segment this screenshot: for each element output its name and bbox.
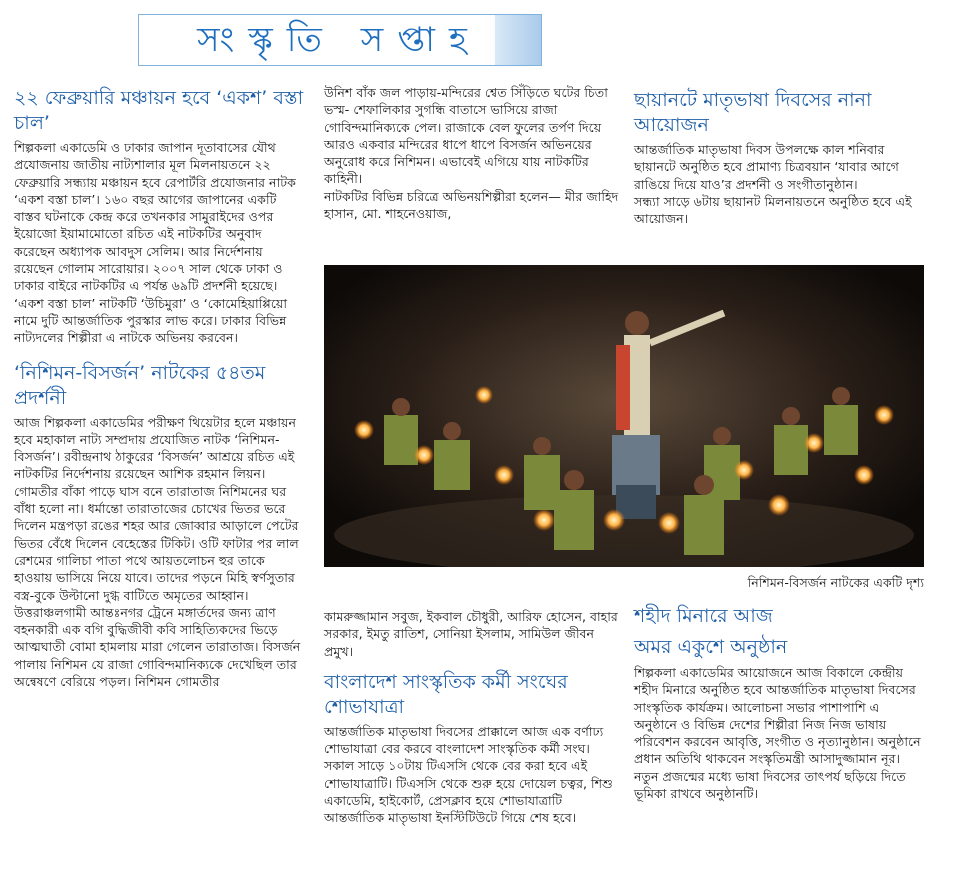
column-middle-top	[324, 84, 620, 222]
article-body-one-hundred-sacks: শিল্পকলা একাডেমি ও ঢাকার জাপান দূতাবাসের যৌথ প্রযোজনায় জাতীয় নাট্যশালার মূল মিলনায়তনে ২২ ফেব্রুয়ারি সন্ধ্যায় মঞ্চায়ন হবে রেপার্টরি প্রযোজনার নাটক ‘একশ বস্তা চাল’। ১৬০ বছর আগের জাপানের একটি বাস্তব ঘটনাকে কেন্দ্র করে তখনকার সামুরাইদের ওপর ইয়োজো ইয়ামামোতো রচিত এই নাটকটির অনুবাদ করেছেন অধ্যাপক আবদুস সেলিম। আর নির্দেশনায় রয়েছেন গোলাম সারোয়ার। ২০০৭ সাল থেকে ঢাকা ও ঢাকার বাইরে নাটকটির এ পর্যন্ত ৬৯টি প্রদর্শনী হয়েছে। ‘একশ বস্তা চাল’ নাটকটি ‘উচিমুরা’ ও ‘কোমেহিয়াপ্পিয়ো নামে দুটি আন্তর্জাতিক পুরস্কার লাভ করে। ঢাকার বিভিন্ন নাট্যদলের শিল্পীরা এ নাটকে অভিনয় করবেন।	[14, 140, 296, 346]
article-body-nishimon-story: উনিশ বাঁক জল পাড়ায়-মন্দিরের শ্বেত সিঁড়িতে ঘটের চিতা ভস্ম- শেফালিকার সুগন্ধি বাতাসে ভাসিয়ে রাজা গোবিন্দমানিক্যকে পেল। রাজাকে বেল ফুলের তর্পণ দিয়ে আরও একবার মন্দিরের ধাপে ধাপে বিসর্জন অভিনয়ের অনুরোধ করে নিশিমন। এভাবেই এগিয়ে যায় নাটকটির কাহিনী।	[324, 85, 608, 187]
article-body-procession: আন্তর্জাতিক মাতৃভাষা দিবসের প্রাক্কালে আজ এক বর্ণাঢ্য শোভাযাত্রা বের করবে বাংলাদেশ সাংস্কৃতিক কর্মী সংঘ। সকাল সাড়ে ১০টায় টিএসসি থেকে বের করা হবে এই শোভাযাত্রাটি। টিএসসি থেকে শুরু হয়ে দোয়েল চত্বর, শিশু একাডেমি, হাইকোর্ট, প্রেসক্লাব হয়ে শোভাযাত্রাটি আন্তর্জাতিক মাতৃভাষা ইনস্টিটিউটে গিয়ে শেষ হবে।	[324, 723, 613, 826]
article-body-ekushe: শিল্পকলা একাডেমির আয়োজনে আজ বিকালে কেন্দ্রীয় শহীদ মিনারে অনুষ্ঠিত হবে আন্তর্জাতিক মাতৃভাষা দিবসের সাংস্কৃতিক কার্যক্রম। আলোচনা সভার পাশাপাশি এ অনুষ্ঠানে ও বিভিন্ন দেশের শিল্পীরা নিজ নিজ ভাষায় পরিবেশন করবেন আবৃত্তি, সংগীত ও নৃত্যানুষ্ঠান। অনুষ্ঠানে প্রধান অতিথি থাকবেন সংস্কৃতিমন্ত্রী আসাদুজ্জামান নূর। নতুন প্রজন্মের মধ্যে ভাষা দিবসের তাৎপর্য ছড়িয়ে দিতে ভূমিকা রাখবে অনুষ্ঠানটি।	[634, 665, 921, 802]
article-subheading-ekushe: অমর একুশে অনুষ্ঠান	[634, 636, 788, 658]
article-body-nishimon-cont: উত্তরাঞ্চলগামী আন্তঃনগর ট্রেনে মঙ্গার্তদের জন্য ত্রাণ বহনকারী এক বগি বুদ্ধিজীবী কবি সাহিত্যিকদের ভিড়ে আত্মঘাতী বোমা হামলায় মারা গেলেন তারাতাজ। বিসর্জন পালায় নিশিমন যে রাজা গোবিন্দমানিক্যকে দেখেছিল তার অন্বেষণে বেরিয়ে পড়ল। নিশিমন গোমতীর	[14, 604, 301, 690]
photo-caption: নিশিমন-বিসর্জন নাটকের একটি দৃশ্য	[747, 575, 924, 590]
article-heading-nishimon: ‘নিশিমন-বিসর্জন’ নাটকের ৫৪তম প্রদর্শনী	[14, 361, 266, 409]
article-heading-procession: বাংলাদেশ সাংস্কৃতিক কর্মী সংঘের শোভাযাত্রা	[324, 670, 568, 718]
article-body-cast-list-cont: কামরুজ্জামান সবুজ, ইকবাল চৌধুরী, আরিফ হোসেন, বাহার সরকার, ইমতু রাতিশ, সোনিয়া ইসলাম, সামিউল জীবন প্রমুখ।	[324, 609, 618, 659]
section-title: সংস্কৃতি সপ্তাহ	[197, 20, 481, 60]
section-banner	[138, 14, 542, 66]
article-heading-chhayanaut: ছায়ানটে মাতৃভাষা দিবসের নানা আয়োজন	[634, 89, 872, 136]
article-body-cast-list: নাটকটির বিভিন্ন চরিত্রে অভিনয়শিল্পীরা হলেন— মীর জাহিদ হাসান, মো. শাহনেওয়াজ,	[324, 188, 619, 222]
article-body-chhayanaut-time: সন্ধ্যা সাড়ে ৬টায় ছায়ানট মিলনায়তনে অনুষ্ঠিত হবে এই আয়োজন।	[634, 193, 912, 227]
article-heading-one-hundred-sacks: ২২ ফেব্রুয়ারি মঞ্চায়ন হবে ‘একশ’ বস্তা চাল’	[14, 87, 304, 134]
column-right-top	[634, 88, 926, 227]
column-right-bottom	[634, 604, 926, 802]
stage-photo	[324, 265, 924, 567]
column-left	[14, 86, 306, 690]
column-middle-bottom	[324, 608, 620, 827]
stage-photo-illustration	[324, 265, 924, 567]
article-heading-shaheed-minar: শহীদ মিনারে আজ	[634, 605, 773, 627]
article-body-nishimon: আজ শিল্পকলা একাডেমির পরীক্ষণ থিয়েটার হলে মঞ্চায়ন হবে মহাকাল নাট্য সম্প্রদায় প্রযোজিত নাটক ‘নিশিমন-বিসর্জন’। রবীন্দ্রনাথ ঠাকুরের ‘বিসর্জন’ আশ্রয়ে রচিত এই নাটকটির নির্দেশনায় রয়েছেন আশিক রহমান লিয়ন। গোমতীর বাঁকা পাড়ে ঘাস বনে তারাতাজ নিশিমনের ঘর বাঁধা হলো না। ধর্মান্তো তারাতাজের চোখের ভিতর ভরে দিলেন মন্ত্রপড়া রঙের শহর আর জোব্বার আড়ালে পেটের ভিতর বেঁধে দিলেন বেহেস্তের টিকিট। ওটি ফাটার পর লাল রেশমের গালিচা পাতা পথে আয়তলোচন হুর তাকে হাওয়ায় ভাসিয়ে নিয়ে যাবে। তাদের পড়নে মিহি স্বর্ণসুতার বস্ত্র-বুকে উল্টানো দুগ্ধ বাটিতে অমৃতের আহ্বান।	[14, 414, 299, 603]
article-body-chhayanaut: আন্তর্জাতিক মাতৃভাষা দিবস উপলক্ষে কাল শনিবার ছায়ানটে অনুষ্ঠিত হবে প্রামাণ্য চিত্রবয়ান ‘যাবার আগে রাঙিয়ে দিয়ে যাও’র প্রদর্শনী ও সংগীতানুষ্ঠান।	[634, 142, 899, 192]
